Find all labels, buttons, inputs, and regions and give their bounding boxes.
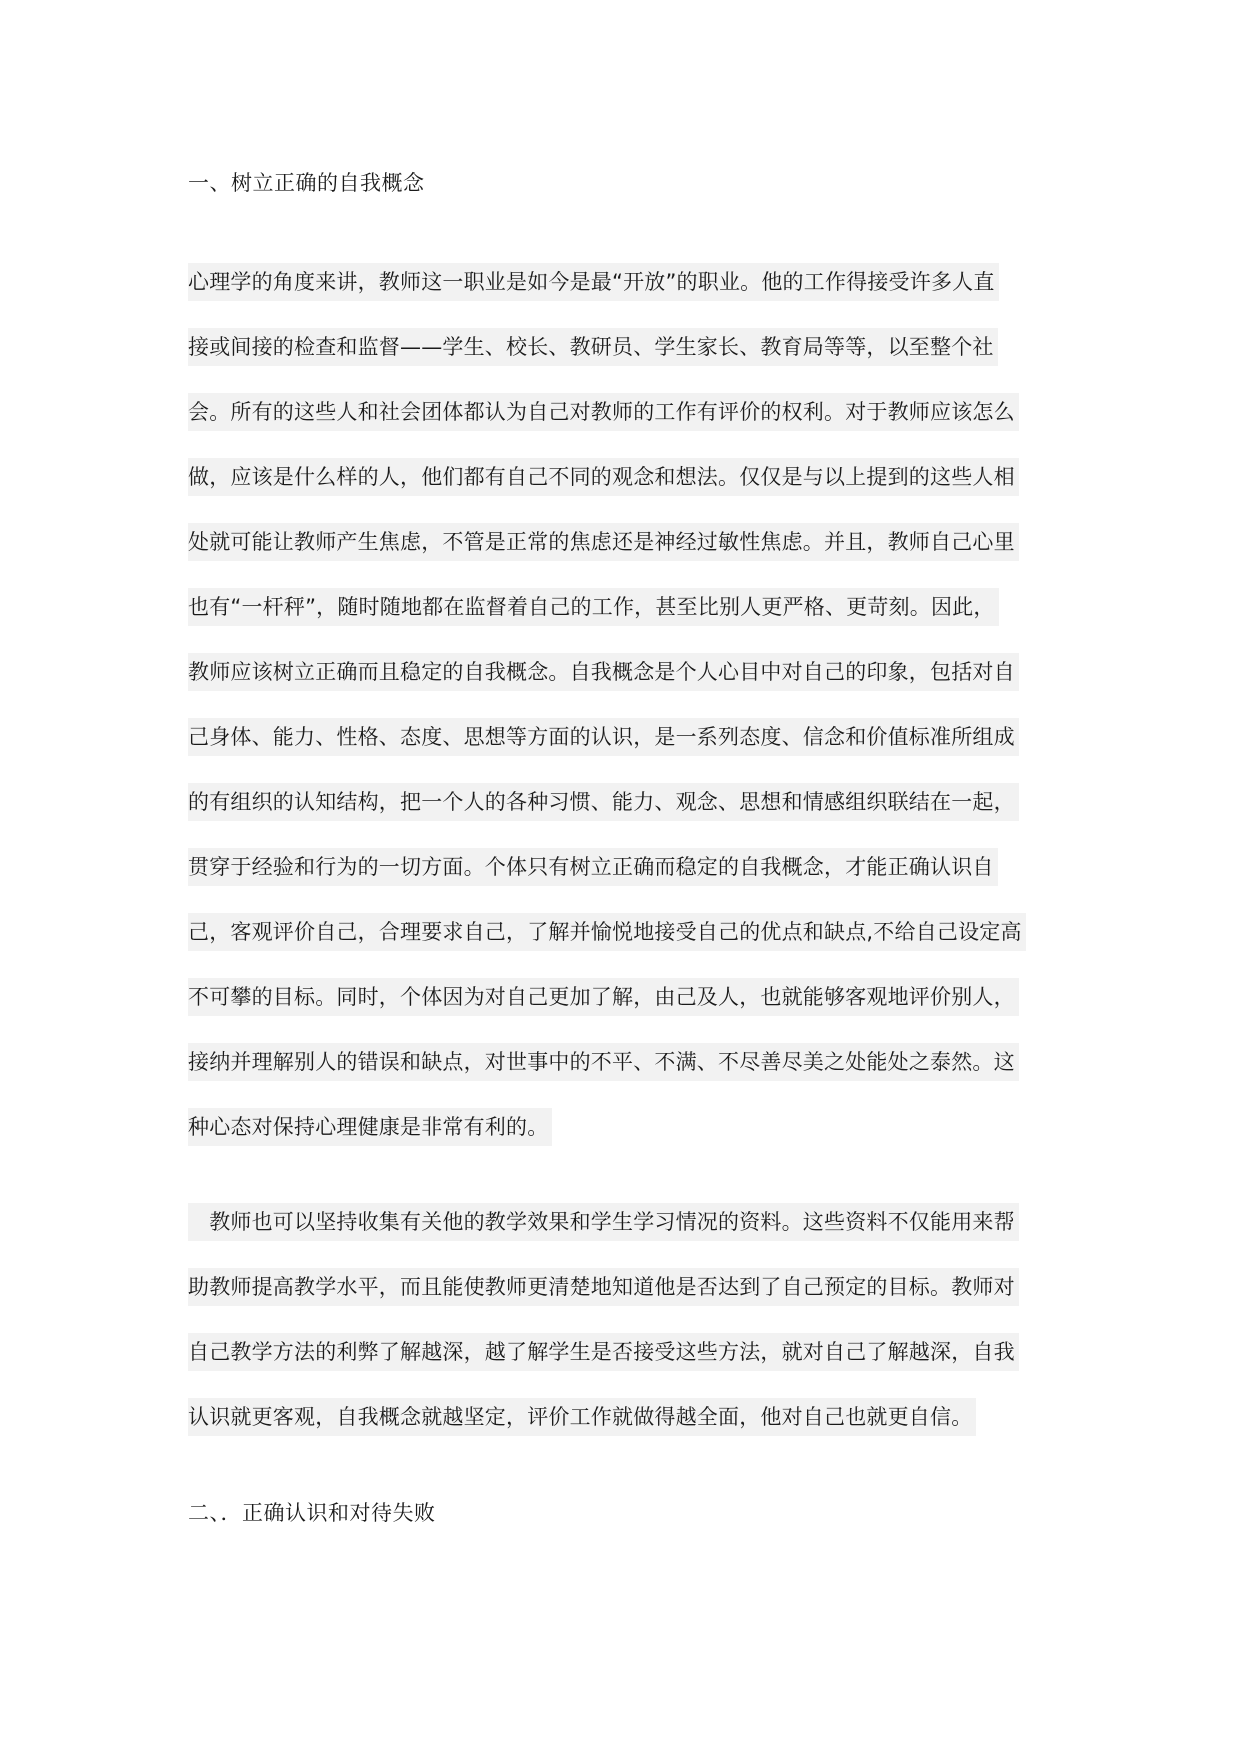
paragraph-line: 己，客观评价自己，合理要求自己，了解并愉悦地接受自己的优点和缺点,不给自己设定高 <box>188 913 1026 951</box>
paragraph-line: 处就可能让教师产生焦虑，不管是正常的焦虑还是神经过敏性焦虑。并且，教师自己心里 <box>188 523 1019 561</box>
paragraph-line: 己身体、能力、性格、态度、思想等方面的认识，是一系列态度、信念和价值标准所组成 <box>188 718 1019 756</box>
paragraph-line: 教师也可以坚持收集有关他的教学效果和学生学习情况的资料。这些资料不仅能用来帮 <box>188 1203 1019 1241</box>
paragraph-line: 自己教学方法的利弊了解越深，越了解学生是否接受这些方法，就对自己了解越深，自我 <box>188 1333 1019 1371</box>
paragraph-line: 的有组织的认知结构，把一个人的各种习惯、能力、观念、思想和情感组织联结在一起， <box>188 783 1019 821</box>
section-heading-1: 一、树立正确的自我概念 <box>188 171 425 195</box>
paragraph-line: 也有“一杆秤”，随时随地都在监督着自己的工作，甚至比别人更严格、更苛刻。因此， <box>188 588 999 626</box>
paragraph-line: 不可攀的目标。同时，个体因为对自己更加了解，由己及人，也就能够客观地评价别人， <box>188 978 1019 1016</box>
paragraph-line: 心理学的角度来讲，教师这一职业是如今是最“开放”的职业。他的工作得接受许多人直 <box>188 263 999 301</box>
paragraph-line: 会。所有的这些人和社会团体都认为自己对教师的工作有评价的权利。对于教师应该怎么 <box>188 393 1019 431</box>
paragraph-line: 种心态对保持心理健康是非常有利的。 <box>188 1108 552 1146</box>
paragraph-line: 接或间接的检查和监督——学生、校长、教研员、学生家长、教育局等等，以至整个社 <box>188 328 998 366</box>
section-heading-2: 二、．正确认识和对待失败 <box>188 1501 436 1525</box>
paragraph-line: 认识就更客观，自我概念就越坚定，评价工作就做得越全面，他对自己也就更自信。 <box>188 1398 976 1436</box>
paragraph-line: 接纳并理解别人的错误和缺点，对世事中的不平、不满、不尽善尽美之处能处之泰然。这 <box>188 1043 1019 1081</box>
paragraph-line: 教师应该树立正确而且稳定的自我概念。自我概念是个人心目中对自己的印象，包括对自 <box>188 653 1019 691</box>
paragraph-line: 贯穿于经验和行为的一切方面。个体只有树立正确而稳定的自我概念，才能正确认识自 <box>188 848 998 886</box>
paragraph-line: 做，应该是什么样的人，他们都有自己不同的观念和想法。仅仅是与以上提到的这些人相 <box>188 458 1019 496</box>
paragraph-line: 助教师提高教学水平，而且能使教师更清楚地知道他是否达到了自己预定的目标。教师对 <box>188 1268 1019 1306</box>
